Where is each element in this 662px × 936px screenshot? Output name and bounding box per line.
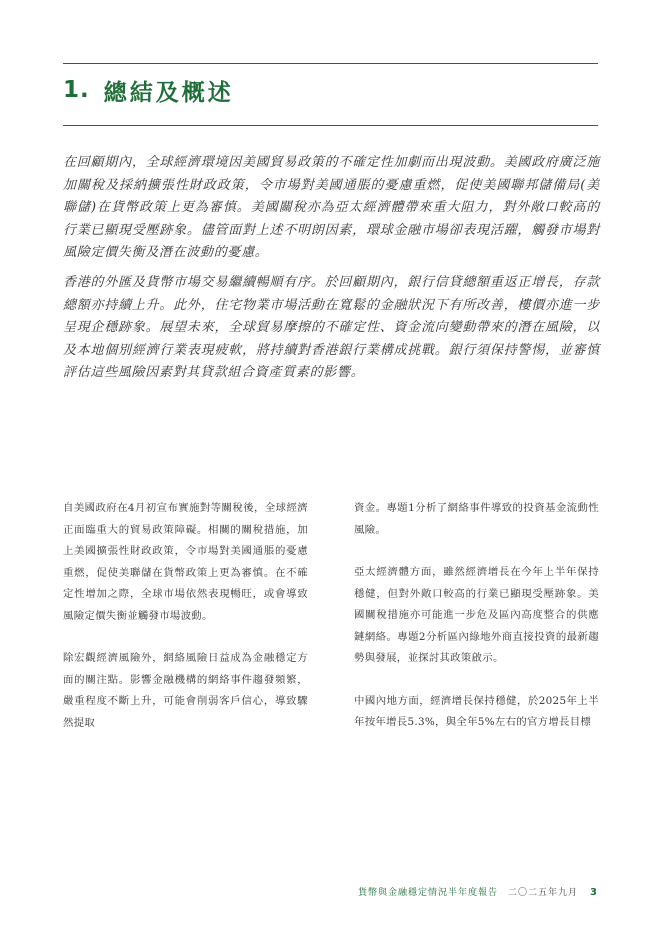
body-column-right [354, 498, 599, 755]
body-paragraph: 自美國政府在4月初宣布實施對等關稅後，全球經濟正面臨重大的貿易政策障礙。相關的關稅措施，加上美國擴張性財政政策，令市場對美國通脹的憂慮重燃，促使美聯儲在貨幣政策上更為審慎。在不確定性增加之際，全球市場依然表現暢旺，或會導致風險定價失衡並觸發市場波動。 [63, 502, 308, 622]
section-title: 總結及概述 [103, 79, 234, 106]
section-heading [63, 70, 234, 110]
body-paragraph: 資金。專題1分析了網絡事件導致的投資基金流動性風險。 [354, 502, 599, 536]
footer-report-title: 貨幣與金融穩定情況半年度報告 [358, 888, 499, 898]
body-paragraph: 亞太經濟體方面，雖然經濟增長在今年上半年保持穩健，但對外敞口較高的行業已顯現受壓跡象。美國關稅措施亦可能進一步危及區內高度整合的供應鏈網絡。專題2分析區內綠地外商直接投資的最新趨勢與發展，並探討其政策啟示。 [354, 566, 599, 664]
footer-date: 二〇二五年九月 [508, 888, 579, 898]
body-column-left [63, 498, 308, 755]
top-rule [63, 63, 598, 64]
body-paragraph: 中國內地方面，經濟增長保持穩健，於2025年上半年按年增長5.3%，與全年5%左右的官方增長目標 [354, 694, 599, 728]
section-number: 1. [63, 77, 90, 103]
body-paragraph: 除宏觀經濟風險外，網絡風險日益成為金融穩定方面的關注點。影響金融機構的網絡事件趨發頻繁，嚴重程度不斷上升，可能會削弱客戶信心，導致驟然提取 [63, 652, 308, 729]
lead-paragraph-1: 在回顧期內，全球經濟環境因美國貿易政策的不確定性加劇而出現波動。美國政府廣泛施加關稅及採納擴張性財政政策，令市場對美國通脹的憂慮重燃，促使美國聯邦儲備局(美聯儲)在貨幣政策上更為審慎。美國關稅亦為亞太經濟體帶來重大阻力，對外敞口較高的行業已顯現受壓跡象。儘管面對上述不明朗因素，環球金融市場卻表現活躍，觸發市場對風險定價失衡及潛在波動的憂慮。 [63, 155, 600, 260]
page-number: 3 [590, 887, 597, 898]
bottom-rule [63, 125, 598, 126]
lead-paragraph-2: 香港的外匯及貨幣市場交易繼續暢順有序。於回顧期內，銀行信貸總額重返正增長，存款總額亦持續上升。此外，住宅物業市場活動在寬鬆的金融狀況下有所改善，樓價亦進一步呈現企穩跡象。展望未來，全球貿易摩擦的不確定性、資金流向變動帶來的潛在風險，以及本地個別經濟行業表現疲軟，將持續對香港銀行業構成挑戰。銀行須保持警惕，並審慎評估這些風險因素對其貸款組合資產質素的影響。 [63, 275, 600, 380]
page-footer [358, 885, 597, 898]
